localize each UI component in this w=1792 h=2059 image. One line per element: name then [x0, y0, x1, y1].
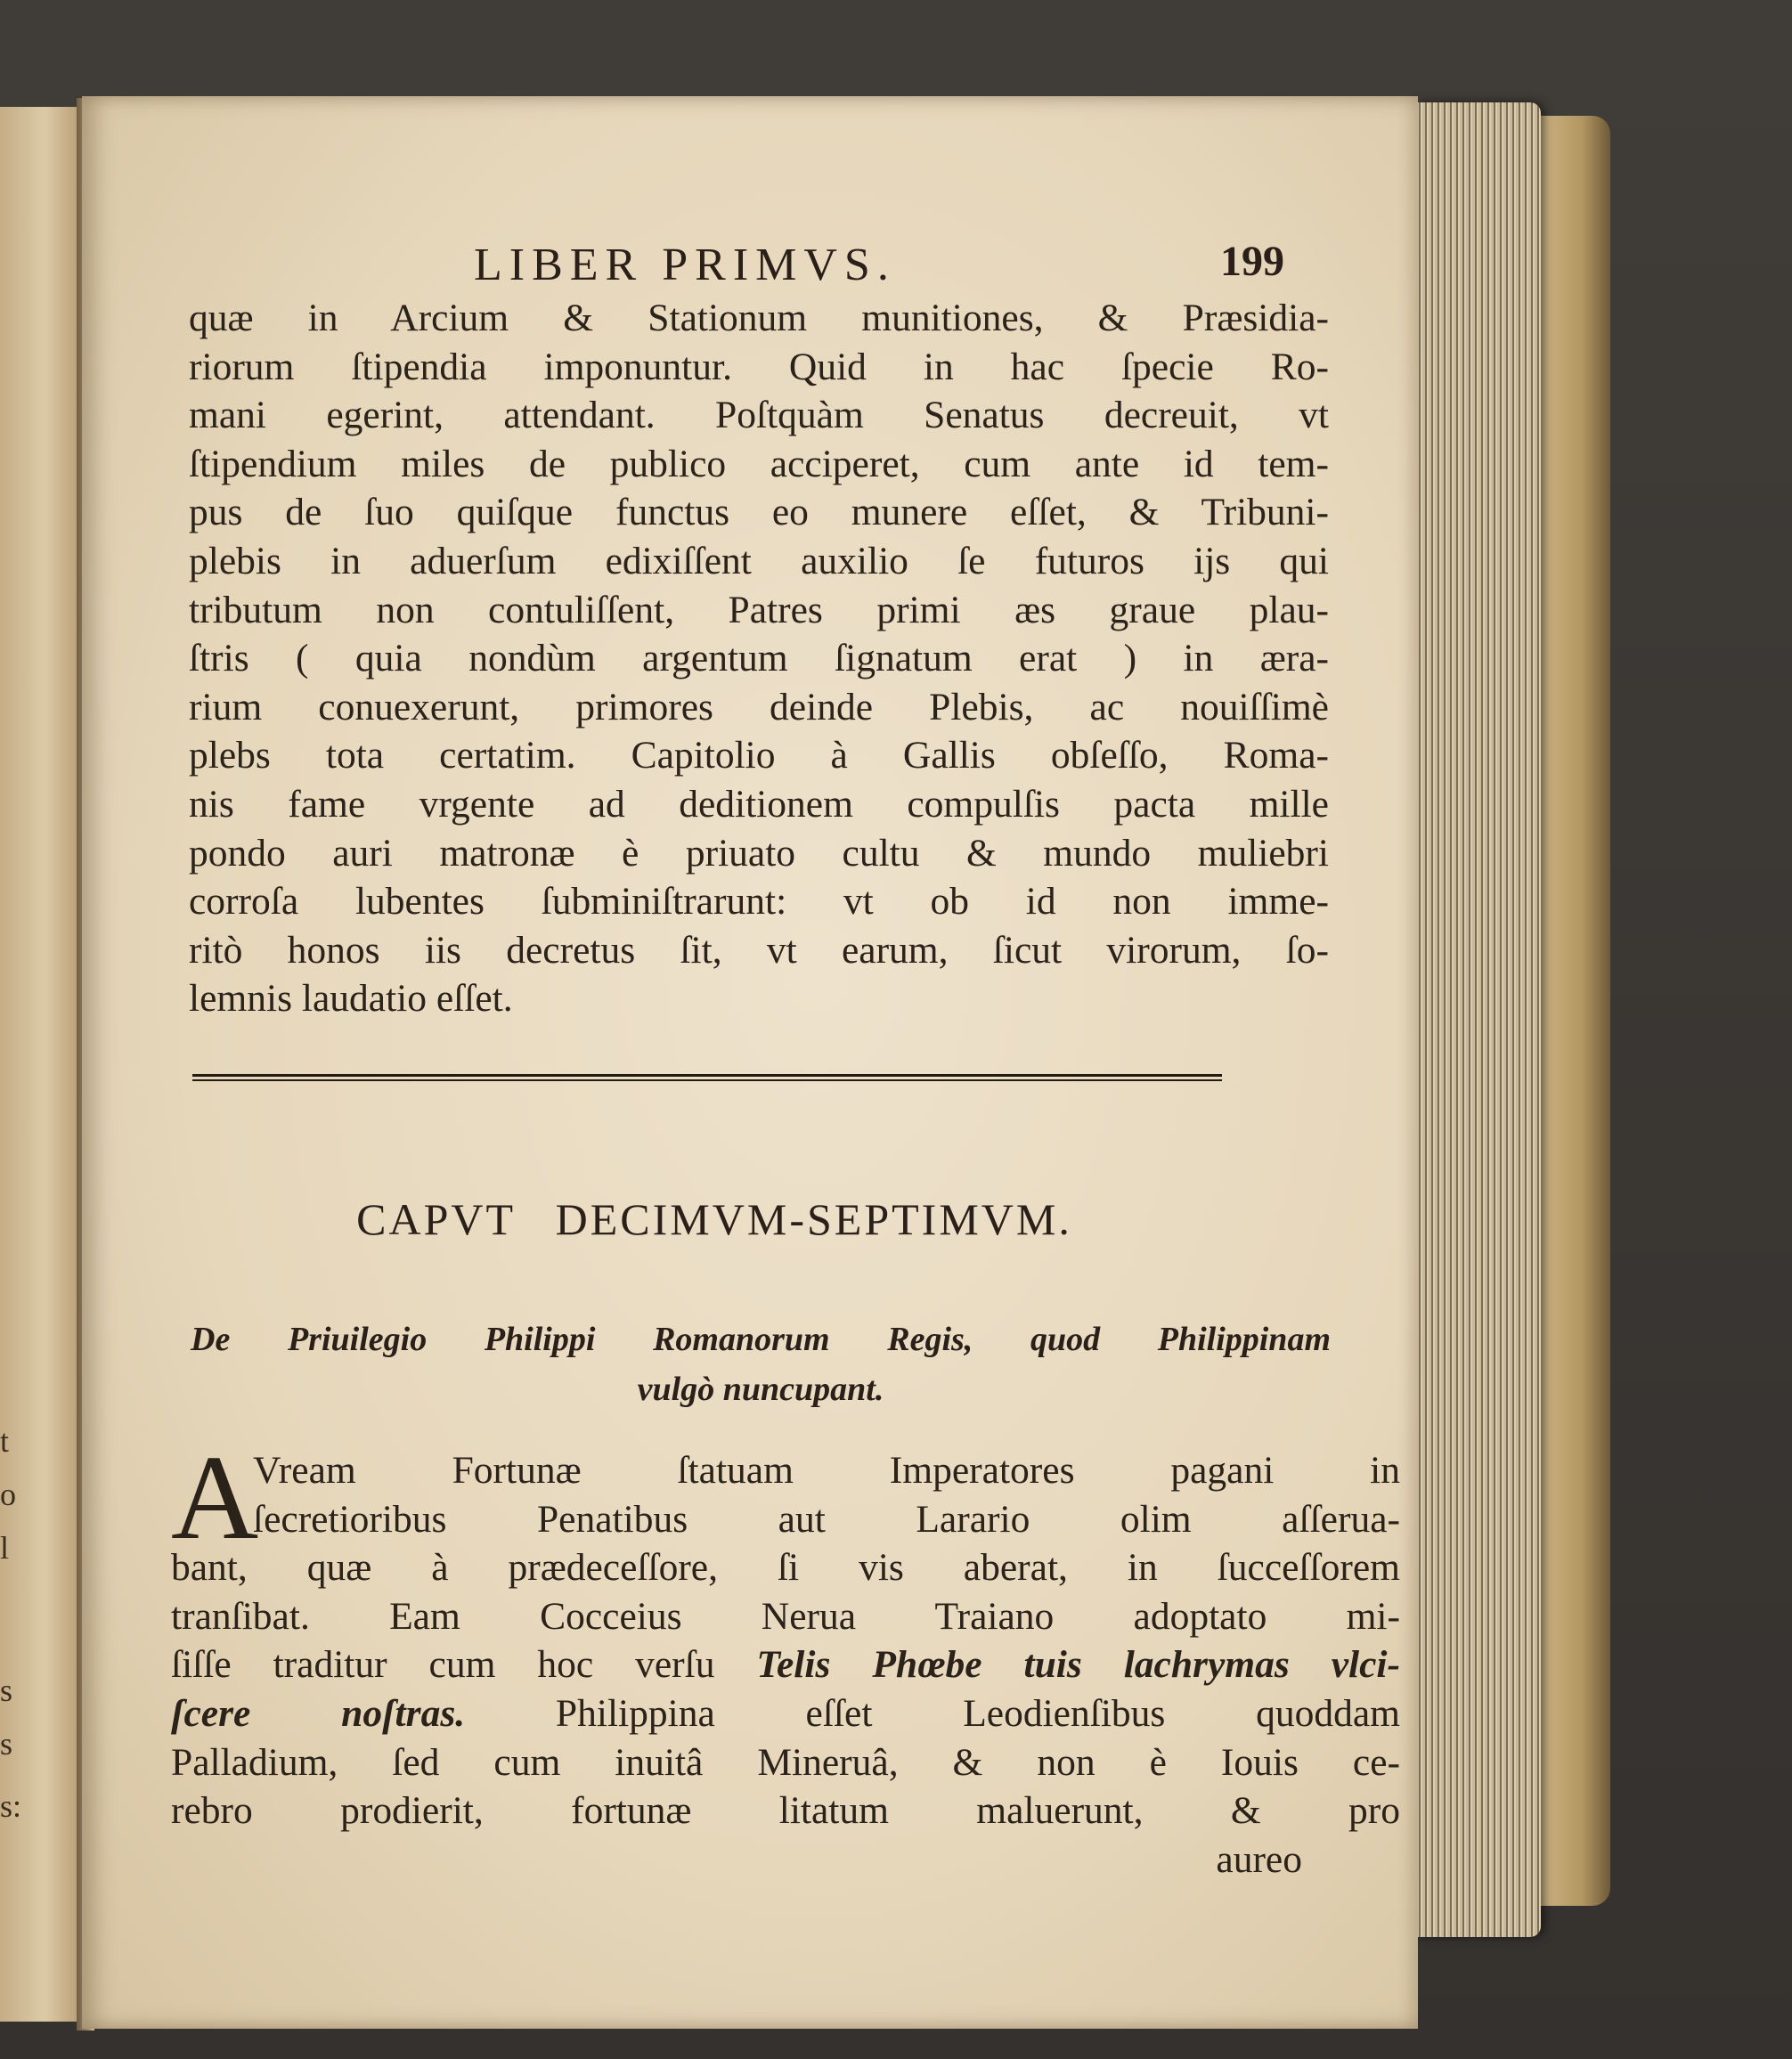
body-paragraph	[189, 294, 1329, 1023]
text-line: ſecretioribus Penatibus aut Larario olim aſſerua-	[253, 1497, 1400, 1541]
page-stack-edge	[1416, 102, 1541, 1937]
text-line	[171, 1689, 1400, 1738]
text-line: lemnis laudatio eſſet.	[189, 977, 513, 1021]
text-line: pus de ſuo quiſque functus eo munere eſſet, & Tribuni-	[189, 491, 1329, 534]
text-line	[171, 1640, 1400, 1689]
text-line: quæ in Arcium & Stationum munitiones, & Præsidia-	[189, 297, 1329, 339]
book-cover-edge	[1539, 116, 1610, 1906]
text-line: ſtipendium miles de publico acciperet, cum ante id tem-	[189, 442, 1329, 485]
text-line: mani egerint, attendant. Poſtquàm Senatus decreuit, vt	[189, 394, 1329, 437]
chapter-subtitle	[191, 1314, 1331, 1414]
text-line: ritò honos iis decretus ſit, vt earum, ſicut virorum, ſo-	[189, 928, 1329, 972]
text-line: bant, quæ à prædeceſſore, ſi vis aberat, in ſucceſſorem	[171, 1546, 1400, 1590]
text-line: rebro prodierit, fortunæ litatum maluerunt, & pro	[171, 1789, 1400, 1833]
book-page	[82, 96, 1418, 2029]
drop-cap: A	[171, 1431, 259, 1565]
text-line: plebs tota certatim. Capitolio à Gallis obſeſſo, Roma-	[189, 734, 1329, 777]
left-page-fragment: l	[0, 1530, 10, 1566]
text-segment: Philippina eſſet Leodienſibus quoddam	[555, 1691, 1400, 1735]
running-title: LIBER PRIMVS.	[474, 240, 896, 290]
text-line: nis fame vrgente ad deditionem compulſis pacta mille	[189, 782, 1329, 826]
section-divider	[192, 1074, 1222, 1081]
running-head	[474, 239, 1364, 301]
text-line: pondo auri matronæ è priuato cultu & mundo muliebri	[189, 831, 1329, 875]
left-page-fragment: t	[0, 1423, 10, 1459]
subtitle-line: vulgò nuncupant.	[637, 1371, 884, 1408]
italic-quote: ſcere noſtras.	[171, 1691, 466, 1735]
left-page-fragment: s	[0, 1672, 13, 1708]
page-number: 199	[1220, 238, 1284, 285]
text-line: corroſa lubentes ſubminiſtrarunt: vt ob id non imme-	[189, 880, 1329, 924]
text-line: ſtris ( quia nondùm argentum ſignatum erat ) in æra-	[189, 637, 1329, 680]
left-page-fragment: o	[0, 1477, 16, 1512]
text-line: tributum non contuliſſent, Patres primi æs graue plau-	[189, 588, 1329, 631]
chapter-title: CAPVT DECIMVM-SEPTIMVM.	[356, 1194, 1072, 1244]
text-line: rium conuexerunt, primores deinde Plebis, ac nouiſſimè	[189, 685, 1329, 728]
text-segment: ſiſſe traditur cum hoc verſu	[171, 1643, 715, 1687]
text-line: Palladium, ſed cum inuitâ Mineruâ, & non è Iouis ce-	[171, 1740, 1400, 1784]
left-page-fragment: s:	[0, 1788, 22, 1824]
left-page-fragment: s	[0, 1726, 13, 1762]
subtitle-line: De Priuilegio Philippi Romanorum Regis, quod Philippinam	[191, 1321, 1331, 1358]
text-line: tranſibat. Eam Cocceius Nerua Traiano adoptato mi-	[171, 1594, 1400, 1638]
catchword: aureo	[1216, 1837, 1302, 1881]
italic-quote: Telis Phœbe tuis lachrymas vlci-	[756, 1643, 1400, 1687]
chapter-paragraph	[171, 1431, 1400, 1884]
text-line: riorum ſtipendia imponuntur. Quid in hac ſpecie Ro-	[189, 345, 1329, 388]
previous-page-edge	[0, 107, 84, 2022]
text-line: plebis in aduerſum edixiſſent auxilio ſe futuros ijs qui	[189, 539, 1329, 582]
text-line: Vream Fortunæ ſtatuam Imperatores pagani in	[253, 1449, 1400, 1492]
